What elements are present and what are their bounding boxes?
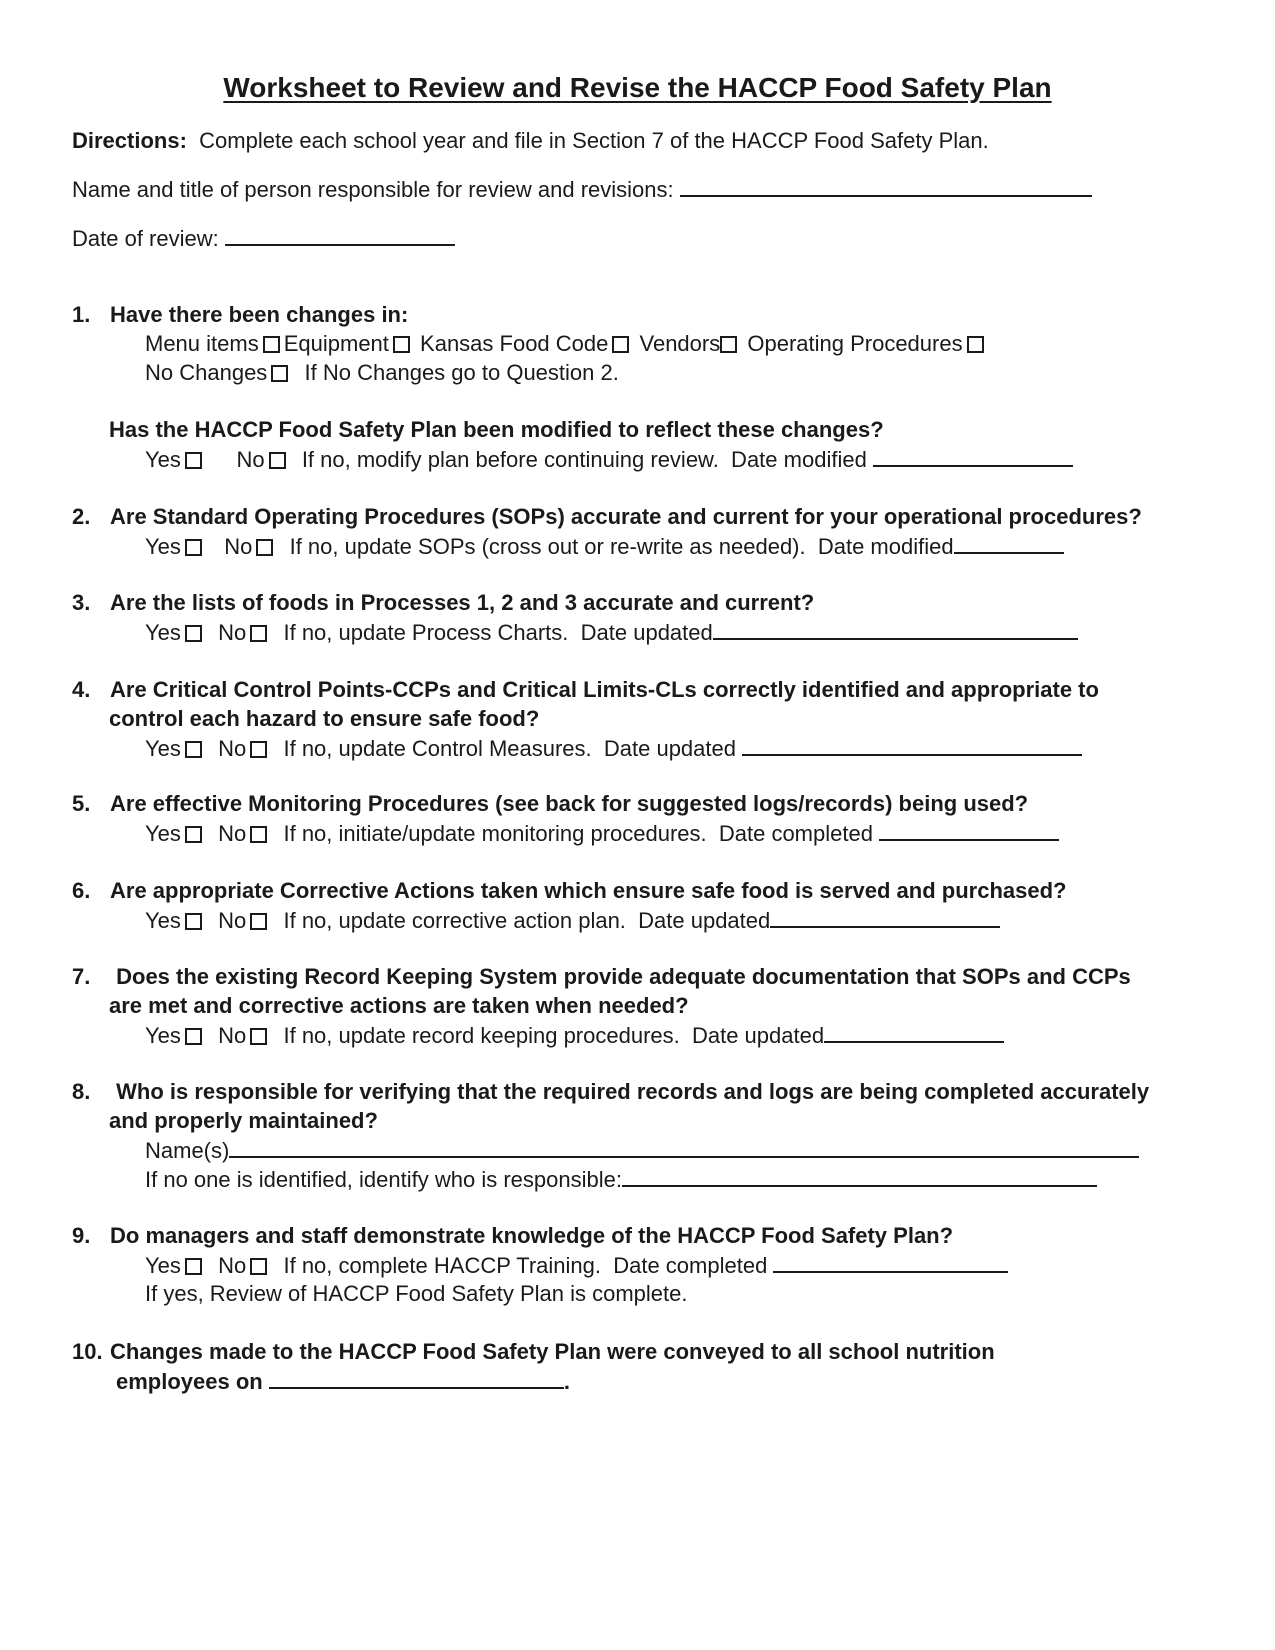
no-checkbox[interactable] bbox=[250, 826, 267, 843]
answer-note: If no, update Control Measures. Date updated bbox=[283, 736, 736, 761]
yes-checkbox[interactable] bbox=[185, 1028, 202, 1045]
question-number: 9. bbox=[72, 1223, 91, 1248]
menu-items-checkbox[interactable] bbox=[263, 336, 280, 353]
page-title: Worksheet to Review and Revise the HACCP Food Safety Plan bbox=[223, 72, 1052, 103]
q3-answer bbox=[145, 617, 1078, 648]
question-8-cont: and properly maintained? bbox=[109, 1108, 378, 1133]
none-label: If no one is identified, identify who is responsible: bbox=[145, 1167, 622, 1192]
option-label: Operating Procedures bbox=[747, 331, 963, 356]
no-label: No bbox=[218, 1023, 247, 1048]
question-number: 1. bbox=[72, 302, 91, 327]
question-text: Do managers and staff demonstrate knowledge of the HACCP Food Safety Plan? bbox=[110, 1223, 954, 1248]
yes-checkbox[interactable] bbox=[185, 913, 202, 930]
q8-none-line bbox=[145, 1164, 1097, 1195]
yes-label: Yes bbox=[145, 821, 181, 846]
question-7 bbox=[72, 962, 1131, 992]
names-field[interactable] bbox=[229, 1135, 1139, 1158]
option-label: Menu items bbox=[145, 331, 259, 356]
question-1 bbox=[72, 300, 408, 330]
answer-note: If no, update SOPs (cross out or re-write as needed). Date modified bbox=[289, 534, 954, 559]
question-text: employees on bbox=[116, 1369, 263, 1394]
no-changes-checkbox[interactable] bbox=[271, 365, 288, 382]
date-updated-field[interactable] bbox=[770, 905, 1000, 928]
q1-options-row-2 bbox=[145, 358, 619, 388]
question-text: Changes made to the HACCP Food Safety Plan were conveyed to all school nutrition bbox=[110, 1339, 995, 1364]
question-9 bbox=[72, 1221, 953, 1251]
q9-yes-note: If yes, Review of HACCP Food Safety Plan is complete. bbox=[145, 1281, 688, 1306]
kansas-food-code-checkbox[interactable] bbox=[612, 336, 629, 353]
question-text: Are Critical Control Points-CCPs and Critical Limits-CLs correctly identified and appropriate to bbox=[110, 677, 1099, 702]
directions-text: Complete each school year and file in Section 7 of the HACCP Food Safety Plan. bbox=[199, 128, 989, 153]
date-completed-field[interactable] bbox=[879, 818, 1059, 841]
yes-checkbox[interactable] bbox=[185, 826, 202, 843]
yes-checkbox[interactable] bbox=[185, 741, 202, 758]
question-number: 2. bbox=[72, 504, 91, 529]
no-label: No bbox=[224, 534, 253, 559]
q6-answer bbox=[145, 905, 1000, 936]
name-title-line bbox=[72, 174, 1092, 205]
option-label: Vendors bbox=[639, 331, 721, 356]
q1-sub-answer bbox=[145, 444, 1073, 475]
question-number: 8. bbox=[72, 1079, 91, 1104]
date-review-label: Date of review: bbox=[72, 226, 219, 251]
responsible-field[interactable] bbox=[622, 1164, 1097, 1187]
question-number: 6. bbox=[72, 878, 91, 903]
q4-answer bbox=[145, 733, 1082, 764]
no-checkbox[interactable] bbox=[250, 741, 267, 758]
question-text: Are the lists of foods in Processes 1, 2 and 3 accurate and current? bbox=[110, 590, 815, 615]
question-text: Who is responsible for verifying that the required records and logs are being completed accurately bbox=[110, 1079, 1150, 1104]
equipment-checkbox[interactable] bbox=[393, 336, 410, 353]
no-checkbox[interactable] bbox=[250, 1258, 267, 1275]
name-title-field[interactable] bbox=[680, 174, 1092, 197]
question-text: Does the existing Record Keeping System provide adequate documentation that SOPs and CCPs bbox=[110, 964, 1131, 989]
question-number: 10. bbox=[72, 1339, 103, 1364]
no-checkbox[interactable] bbox=[250, 1028, 267, 1045]
directions-line bbox=[72, 126, 989, 156]
date-updated-field[interactable] bbox=[713, 617, 1078, 640]
conveyed-date-field[interactable] bbox=[269, 1366, 564, 1389]
no-label: No bbox=[236, 447, 265, 472]
yes-label: Yes bbox=[145, 736, 181, 761]
no-label: No bbox=[218, 821, 247, 846]
answer-note: If no, update Process Charts. Date updated bbox=[283, 620, 713, 645]
yes-label: Yes bbox=[145, 447, 181, 472]
q1-options-row-1 bbox=[145, 329, 988, 359]
question-10 bbox=[72, 1337, 995, 1367]
no-label: No bbox=[218, 908, 247, 933]
answer-note: If no, initiate/update monitoring procedures. Date completed bbox=[283, 821, 873, 846]
question-4-cont: control each hazard to ensure safe food? bbox=[109, 706, 540, 731]
question-4 bbox=[72, 675, 1099, 705]
no-label: No bbox=[218, 1253, 247, 1278]
operating-procedures-checkbox[interactable] bbox=[967, 336, 984, 353]
answer-note: If no, modify plan before continuing review. Date modified bbox=[301, 447, 867, 472]
question-7-cont: are met and corrective actions are taken when needed? bbox=[109, 993, 689, 1018]
yes-label: Yes bbox=[145, 908, 181, 933]
directions-label: Directions: bbox=[72, 128, 187, 153]
yes-checkbox[interactable] bbox=[185, 452, 202, 469]
question-text: Are Standard Operating Procedures (SOPs) accurate and current for your operational procedures? bbox=[110, 504, 1142, 529]
vendors-checkbox[interactable] bbox=[720, 336, 737, 353]
question-2 bbox=[72, 502, 1142, 532]
yes-label: Yes bbox=[145, 1253, 181, 1278]
question-8 bbox=[72, 1077, 1149, 1107]
no-checkbox[interactable] bbox=[256, 539, 273, 556]
yes-checkbox[interactable] bbox=[185, 625, 202, 642]
question-text: Have there been changes in: bbox=[110, 302, 409, 327]
q2-answer bbox=[145, 531, 1064, 562]
no-label: No bbox=[218, 736, 247, 761]
date-updated-field[interactable] bbox=[742, 733, 1082, 756]
date-review-line bbox=[72, 223, 455, 254]
names-label: Name(s) bbox=[145, 1138, 230, 1163]
yes-label: Yes bbox=[145, 534, 181, 559]
no-label: No bbox=[218, 620, 247, 645]
question-1-sub: Has the HACCP Food Safety Plan been modified to reflect these changes? bbox=[109, 417, 884, 442]
answer-note: If no, update corrective action plan. Date updated bbox=[283, 908, 771, 933]
question-6 bbox=[72, 876, 1066, 906]
yes-label: Yes bbox=[145, 1023, 181, 1048]
no-checkbox[interactable] bbox=[250, 625, 267, 642]
q8-names-line bbox=[145, 1135, 1139, 1166]
q7-answer bbox=[145, 1020, 1004, 1051]
yes-label: Yes bbox=[145, 620, 181, 645]
question-number: 3. bbox=[72, 590, 91, 615]
question-number: 7. bbox=[72, 964, 91, 989]
option-label: Kansas Food Code bbox=[420, 331, 609, 356]
question-10-cont bbox=[116, 1366, 570, 1397]
question-3 bbox=[72, 588, 814, 618]
question-number: 5. bbox=[72, 791, 91, 816]
date-modified-field[interactable] bbox=[954, 531, 1064, 554]
date-updated-field[interactable] bbox=[824, 1020, 1004, 1043]
q5-answer bbox=[145, 818, 1059, 849]
date-modified-field[interactable] bbox=[873, 444, 1073, 467]
period: . bbox=[563, 1369, 570, 1394]
option-label: No Changes bbox=[145, 360, 268, 385]
question-text: Are effective Monitoring Procedures (see back for suggested logs/records) being used? bbox=[110, 791, 1029, 816]
answer-note: If no, update record keeping procedures. Date updated bbox=[283, 1023, 825, 1048]
date-review-field[interactable] bbox=[225, 223, 455, 246]
option-note: If No Changes go to Question 2. bbox=[304, 360, 619, 385]
no-checkbox[interactable] bbox=[269, 452, 286, 469]
option-label: Equipment bbox=[283, 331, 389, 356]
question-text: Are appropriate Corrective Actions taken which ensure safe food is served and purchased? bbox=[110, 878, 1067, 903]
no-checkbox[interactable] bbox=[250, 913, 267, 930]
answer-note: If no, complete HACCP Training. Date completed bbox=[283, 1253, 768, 1278]
q9-answer bbox=[145, 1250, 1008, 1281]
yes-checkbox[interactable] bbox=[185, 539, 202, 556]
date-completed-field[interactable] bbox=[773, 1250, 1008, 1273]
question-number: 4. bbox=[72, 677, 91, 702]
question-5 bbox=[72, 789, 1028, 819]
name-title-label: Name and title of person responsible for review and revisions: bbox=[72, 177, 674, 202]
yes-checkbox[interactable] bbox=[185, 1258, 202, 1275]
